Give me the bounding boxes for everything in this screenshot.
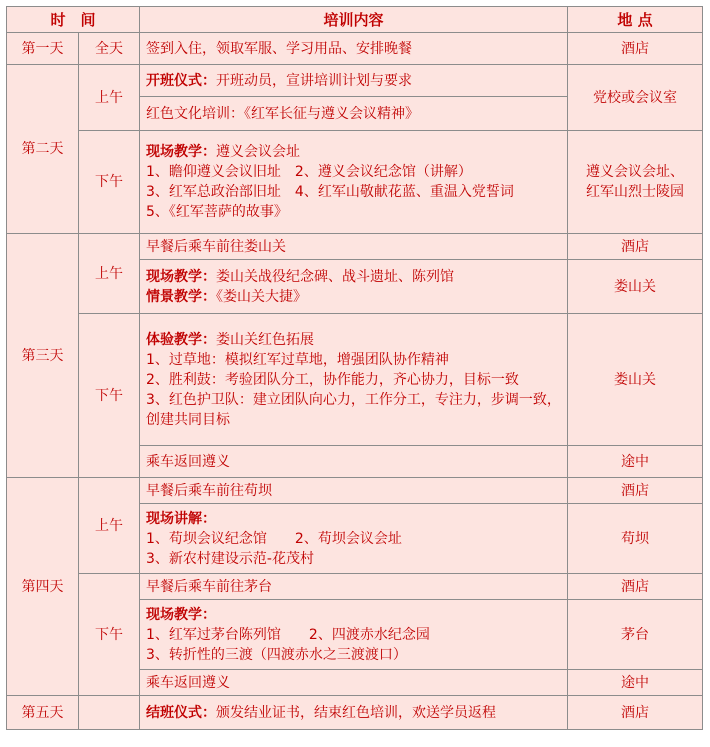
day1-place: 酒店 [568, 33, 703, 65]
day4-pm-place-2: 茅台 [568, 600, 703, 670]
day2-am-content-2: 红色文化培训：《红军长征与遵义会议精神》 [140, 97, 568, 131]
day3-pm-content [140, 314, 568, 446]
day2-pm-place1: 遵义会议会址、 [586, 164, 685, 180]
header-content: 培训内容 [140, 7, 568, 33]
day2-am-period: 上午 [79, 65, 140, 131]
day4-am-line1: 1、苟坝会议纪念馆 2、苟坝会议会址 [146, 530, 402, 547]
day3-pm-line2: 2、胜利鼓：考验团队分工，协作能力，齐心协力，目标一致 [146, 371, 519, 388]
day2-pm-content [140, 131, 568, 234]
day2-am-content-1 [140, 65, 568, 97]
day3-am-content-1: 早餐后乘车前往娄山关 [140, 234, 568, 260]
header-place: 地 点 [568, 7, 703, 33]
day3-pm-place-2: 途中 [568, 446, 703, 478]
day2-pm-title: 遵义会议会址 [216, 144, 301, 160]
header-time: 时 间 [7, 7, 140, 33]
day4-pm-place-1: 酒店 [568, 574, 703, 600]
day3-label: 第三天 [7, 234, 79, 478]
day4-label: 第四天 [7, 478, 79, 696]
day3-pm-title: 娄山关红色拓展 [216, 331, 315, 348]
day4-am-row1 [7, 478, 703, 504]
day2-am-bold: 开班仪式： [146, 72, 217, 89]
day2-am-place: 党校或会议室 [568, 65, 703, 131]
day4-pm-content-3: 乘车返回遵义 [140, 670, 568, 696]
day2-pm-row [7, 131, 703, 234]
day3-pm-content-2: 乘车返回遵义 [140, 446, 568, 478]
day2-pm-place [568, 131, 703, 234]
day2-pm-place2: 红军山烈士陵园 [586, 184, 685, 200]
training-schedule-table [6, 6, 703, 730]
day4-am-place-1: 酒店 [568, 478, 703, 504]
day4-am-content-2 [140, 504, 568, 574]
day5-bold: 结班仪式： [146, 704, 217, 721]
day3-am-bold2: 情景教学： [146, 288, 217, 305]
day5-period [79, 696, 140, 730]
day2-label: 第二天 [7, 65, 79, 234]
day3-am-text2: 《娄山关大捷》 [216, 288, 308, 305]
day4-am-period: 上午 [79, 478, 140, 574]
day4-pm-place-3: 途中 [568, 670, 703, 696]
day5-place: 酒店 [568, 696, 703, 730]
day4-am-line2: 3、新农村建设示范-花茂村 [146, 550, 314, 567]
day3-pm-place: 娄山关 [568, 314, 703, 446]
day4-am-place-2: 苟坝 [568, 504, 703, 574]
day3-pm-line3: 3、红色护卫队：建立团队向心力，工作分工，专注力，步调一致，创建共同目标 [146, 391, 561, 428]
header-row [7, 7, 703, 33]
day5-row [7, 696, 703, 730]
day3-am-place-1: 酒店 [568, 234, 703, 260]
day4-pm-line2: 3、转折性的三渡（四渡赤水之三渡渡口） [146, 646, 407, 663]
day3-pm-line1: 1、过草地：模拟红军过草地，增强团队协作精神 [146, 351, 449, 368]
day3-pm-period: 下午 [79, 314, 140, 478]
day2-am-row1 [7, 65, 703, 97]
day4-pm-period: 下午 [79, 574, 140, 696]
day2-pm-line3: 5、《红军菩萨的故事》 [146, 204, 288, 220]
day3-am-text1: 娄山关战役纪念碑、战斗遗址、陈列馆 [216, 268, 455, 285]
day4-pm-content-2 [140, 600, 568, 670]
day1-row [7, 33, 703, 65]
day3-pm-row1 [7, 314, 703, 446]
day3-pm-bold: 体验教学： [146, 331, 217, 348]
day1-label: 第一天 [7, 33, 79, 65]
day4-pm-row1 [7, 574, 703, 600]
day4-pm-bold: 现场教学： [146, 606, 217, 623]
day2-pm-line1: 1、瞻仰遵义会议旧址 2、遵义会议纪念馆（讲解） [146, 164, 472, 180]
day5-content [140, 696, 568, 730]
day3-am-period: 上午 [79, 234, 140, 314]
day2-pm-line2: 3、红军总政治部旧址 4、红军山敬献花蓝、重温入党誓词 [146, 184, 514, 200]
day3-am-row1 [7, 234, 703, 260]
day2-pm-period: 下午 [79, 131, 140, 234]
day1-period: 全天 [79, 33, 140, 65]
day3-am-place-2: 娄山关 [568, 260, 703, 314]
day3-am-content-2 [140, 260, 568, 314]
day4-pm-content-1: 早餐后乘车前往茅台 [140, 574, 568, 600]
day1-content: 签到入住，领取军服、学习用品、安排晚餐 [140, 33, 568, 65]
day3-am-bold1: 现场教学： [146, 268, 217, 285]
day2-am-text: 开班动员，宣讲培训计划与要求 [216, 72, 413, 89]
day5-text: 颁发结业证书，结束红色培训，欢送学员返程 [216, 704, 497, 721]
day4-pm-line1: 1、红军过茅台陈列馆 2、四渡赤水纪念园 [146, 626, 430, 643]
day5-label: 第五天 [7, 696, 79, 730]
day4-am-bold: 现场讲解： [146, 510, 217, 527]
day4-am-content-1: 早餐后乘车前往苟坝 [140, 478, 568, 504]
day2-pm-bold: 现场教学： [146, 144, 217, 160]
